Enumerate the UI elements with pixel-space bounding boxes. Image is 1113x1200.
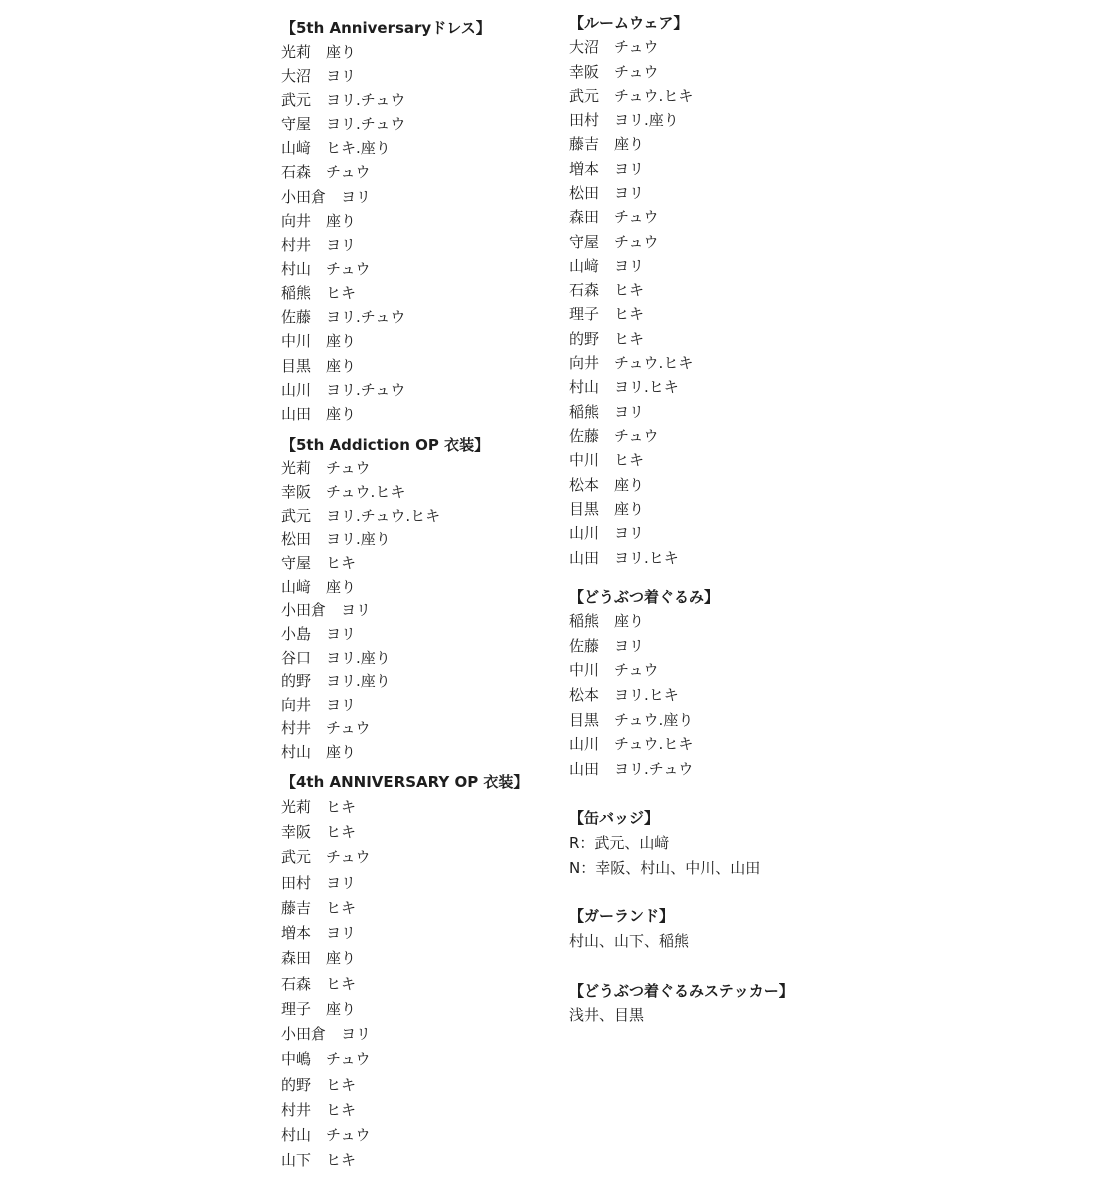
- list-item: 石森 ヒキ: [281, 975, 357, 993]
- list-item: 大沼 ヨリ: [281, 67, 357, 85]
- list-item: 増本 ヨリ: [281, 924, 357, 942]
- list-item: 中川 座り: [281, 332, 357, 350]
- list-item: 藤吉 座り: [569, 135, 645, 153]
- list-item: 山田 ヨリ.チュウ: [569, 760, 694, 778]
- list-item: 光莉 ヒキ: [281, 798, 357, 816]
- list-item: 武元 ヨリ.チュウ: [281, 91, 406, 109]
- list-item: R：武元、山﨑: [569, 834, 670, 852]
- list-item: 的野 ヒキ: [569, 330, 645, 348]
- list-item: 理子 ヒキ: [569, 305, 645, 323]
- list-item: 幸阪 チュウ.ヒキ: [281, 483, 406, 501]
- list-item: 稲熊 ヨリ: [569, 403, 645, 421]
- list-item: 山﨑 ヒキ.座り: [281, 139, 391, 157]
- list-item: 谷口 ヨリ.座り: [281, 649, 391, 667]
- section-heading: 【5th Anniversaryドレス】: [281, 19, 491, 37]
- list-item: 松本 ヨリ.ヒキ: [569, 686, 679, 704]
- list-item: 山下 ヒキ: [281, 1151, 357, 1169]
- section-heading: 【ルームウェア】: [569, 14, 689, 32]
- list-item: 村井 ヒキ: [281, 1101, 357, 1119]
- list-item: 山川 ヨリ.チュウ: [281, 381, 406, 399]
- list-item: 山川 チュウ.ヒキ: [569, 735, 694, 753]
- list-item: 武元 ヨリ.チュウ.ヒキ: [281, 507, 441, 525]
- list-item: 村山 チュウ: [281, 260, 371, 278]
- list-item: 中嶋 チュウ: [281, 1050, 371, 1068]
- list-item: 石森 チュウ: [281, 163, 371, 181]
- list-item: 中川 チュウ: [569, 661, 659, 679]
- list-item: 目黒 座り: [569, 500, 645, 518]
- list-item: 小田倉 ヨリ: [281, 1025, 372, 1043]
- section-heading: 【どうぶつ着ぐるみステッカー】: [569, 982, 794, 1000]
- list-item: 村井 ヨリ: [281, 236, 357, 254]
- list-item: 村井 チュウ: [281, 719, 371, 737]
- list-item: 小島 ヨリ: [281, 625, 357, 643]
- list-item: 浅井、目黒: [569, 1006, 645, 1024]
- list-item: 松田 ヨリ.座り: [281, 530, 391, 548]
- list-item: 田村 ヨリ: [281, 874, 357, 892]
- list-item: 幸阪 ヒキ: [281, 823, 357, 841]
- list-item: 佐藤 チュウ: [569, 427, 659, 445]
- list-item: 森田 座り: [281, 949, 357, 967]
- list-item: 光莉 チュウ: [281, 459, 371, 477]
- list-item: 村山 ヨリ.ヒキ: [569, 378, 679, 396]
- list-item: 村山 座り: [281, 743, 357, 761]
- list-item: 石森 ヒキ: [569, 281, 645, 299]
- list-item: 守屋 チュウ: [569, 233, 659, 251]
- list-item: 向井 ヨリ: [281, 696, 357, 714]
- list-item: 目黒 チュウ.座り: [569, 711, 694, 729]
- list-item: 田村 ヨリ.座り: [569, 111, 679, 129]
- list-item: 武元 チュウ.ヒキ: [569, 87, 694, 105]
- list-item: N：幸阪、村山、中川、山田: [569, 859, 761, 877]
- list-item: 山田 座り: [281, 405, 357, 423]
- list-item: 稲熊 座り: [569, 612, 645, 630]
- list-item: 的野 ヨリ.座り: [281, 672, 391, 690]
- list-item: 大沼 チュウ: [569, 38, 659, 56]
- list-item: 小田倉 ヨリ: [281, 601, 372, 619]
- list-item: 武元 チュウ: [281, 848, 371, 866]
- list-item: 山﨑 ヨリ: [569, 257, 645, 275]
- list-item: 稲熊 ヒキ: [281, 284, 357, 302]
- list-item: 山川 ヨリ: [569, 524, 645, 542]
- list-item: 幸阪 チュウ: [569, 63, 659, 81]
- section-heading: 【4th ANNIVERSARY OP 衣装】: [281, 773, 529, 791]
- list-item: 守屋 ヨリ.チュウ: [281, 115, 406, 133]
- list-item: 山田 ヨリ.ヒキ: [569, 549, 679, 567]
- list-item: 松田 ヨリ: [569, 184, 645, 202]
- list-item: 理子 座り: [281, 1000, 357, 1018]
- list-item: 中川 ヒキ: [569, 451, 645, 469]
- section-heading: 【どうぶつ着ぐるみ】: [569, 588, 720, 606]
- list-item: 向井 座り: [281, 212, 357, 230]
- list-item: 増本 ヨリ: [569, 160, 645, 178]
- list-item: 佐藤 ヨリ: [569, 637, 645, 655]
- section-heading: 【缶バッジ】: [569, 809, 660, 827]
- list-item: 小田倉 ヨリ: [281, 188, 372, 206]
- list-item: 森田 チュウ: [569, 208, 659, 226]
- list-item: 向井 チュウ.ヒキ: [569, 354, 694, 372]
- list-item: 佐藤 ヨリ.チュウ: [281, 308, 406, 326]
- list-item: 山﨑 座り: [281, 578, 357, 596]
- list-item: 守屋 ヒキ: [281, 554, 357, 572]
- list-item: 目黒 座り: [281, 357, 357, 375]
- list-item: 松本 座り: [569, 476, 645, 494]
- section-heading: 【ガーランド】: [569, 907, 675, 925]
- section-heading: 【5th Addiction OP 衣装】: [281, 436, 490, 454]
- list-item: 的野 ヒキ: [281, 1076, 357, 1094]
- list-item: 村山 チュウ: [281, 1126, 371, 1144]
- list-item: 村山、山下、稲熊: [569, 932, 690, 950]
- list-item: 藤吉 ヒキ: [281, 899, 357, 917]
- list-item: 光莉 座り: [281, 43, 357, 61]
